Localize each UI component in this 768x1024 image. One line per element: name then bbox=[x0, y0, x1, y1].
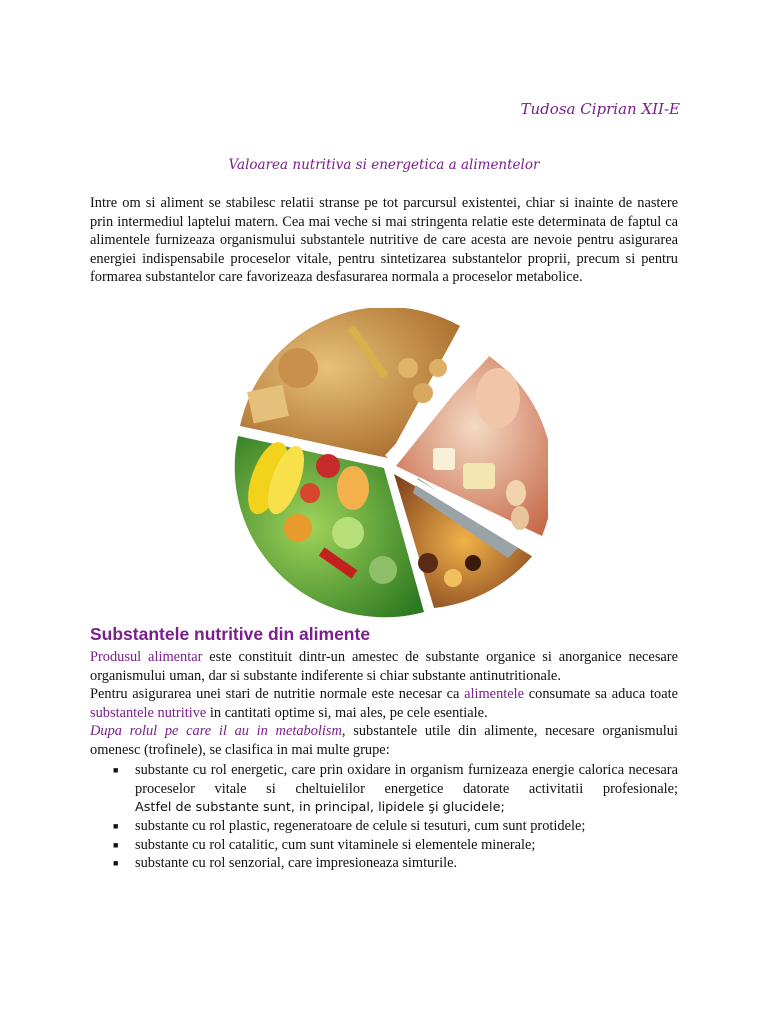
list-item-text: substante cu rol energetic, care prin oxidare in organism furnizeaza energie calorica necesara proceselor vitale si cheltuielilor energetice datorate activitatii profesionale; bbox=[135, 762, 678, 797]
paragraph-text: este constituit dintr-un amestec de substante organice si anorganice necesare organismului uman, dar si substante indiferente si chiar substante antinutritionale. bbox=[90, 649, 678, 684]
list-item bbox=[90, 854, 678, 873]
nutrient-groups-list bbox=[90, 761, 678, 873]
paragraph-text: Pentru asigurarea unei stari de nutritie normale este necesar ca bbox=[90, 686, 465, 702]
list-item-extra: Astfel de substante sunt, in principal, lipidele şi glucidele; bbox=[135, 800, 505, 816]
food-groups-pie-image bbox=[228, 308, 548, 618]
bullet-marker: ■ bbox=[113, 858, 119, 869]
list-item-text: substante cu rol catalitic, cum sunt vitaminele si elementele minerale; bbox=[135, 836, 536, 853]
intro-paragraph: Intre om si aliment se stabilesc relatii stranse pe tot parcursul existentei, chiar si inainte de nastere prin intermediul laptelui matern. Cea mai veche si mai stringenta relatie este determinata de faptul ca alimentele furnizeaza organismului substantele nutritive de care acesta are nevoie pentru asigurarea energiei indispensabile proceselor vitale, pentru sintetizarea substantelor proprii, precum si pentru formarea substantelor care favorizeaza desfasurarea normala a proceselor metabolice. bbox=[90, 195, 678, 286]
list-item bbox=[90, 836, 678, 855]
list-item-text: substante cu rol plastic, regeneratoare de celule si tesuturi, cum sunt protidele; bbox=[135, 818, 586, 834]
section-heading: Substantele nutritive din alimente bbox=[90, 624, 371, 644]
substantele-nutritive-link[interactable]: substantele nutritive bbox=[90, 704, 207, 721]
alimentele-link[interactable]: alimentele bbox=[464, 686, 525, 702]
bullet-marker: ■ bbox=[113, 839, 119, 850]
list-item-text: substante cu rol senzorial, care impresioneaza simturile. bbox=[135, 855, 458, 872]
paragraph-nutritie bbox=[90, 685, 678, 722]
author-line: Tudosa Ciprian XII-E bbox=[520, 100, 680, 118]
paragraph-text: consumate sa aduca toate bbox=[524, 686, 679, 702]
bullet-marker: ■ bbox=[113, 765, 119, 775]
produsul-alimentar-link[interactable]: Produsul alimentar bbox=[90, 649, 203, 665]
paragraph-produsul bbox=[90, 648, 678, 685]
paragraph-metabolism bbox=[90, 722, 678, 759]
list-item bbox=[90, 761, 678, 817]
list-item bbox=[90, 817, 678, 836]
bullet-marker: ■ bbox=[113, 821, 119, 831]
document-title: Valoarea nutritiva si energetica a alimentelor bbox=[228, 157, 540, 173]
paragraph-text: in cantitati optime si, mai ales, pe cele esentiale. bbox=[206, 704, 488, 721]
metabolism-link[interactable]: Dupa rolul pe care il au in metabolism bbox=[90, 723, 342, 739]
paragraph-text: , substantele utile din alimente, necesare organismului omenesc (trofinele), se clasifica in mai multe grupe: bbox=[90, 723, 678, 758]
